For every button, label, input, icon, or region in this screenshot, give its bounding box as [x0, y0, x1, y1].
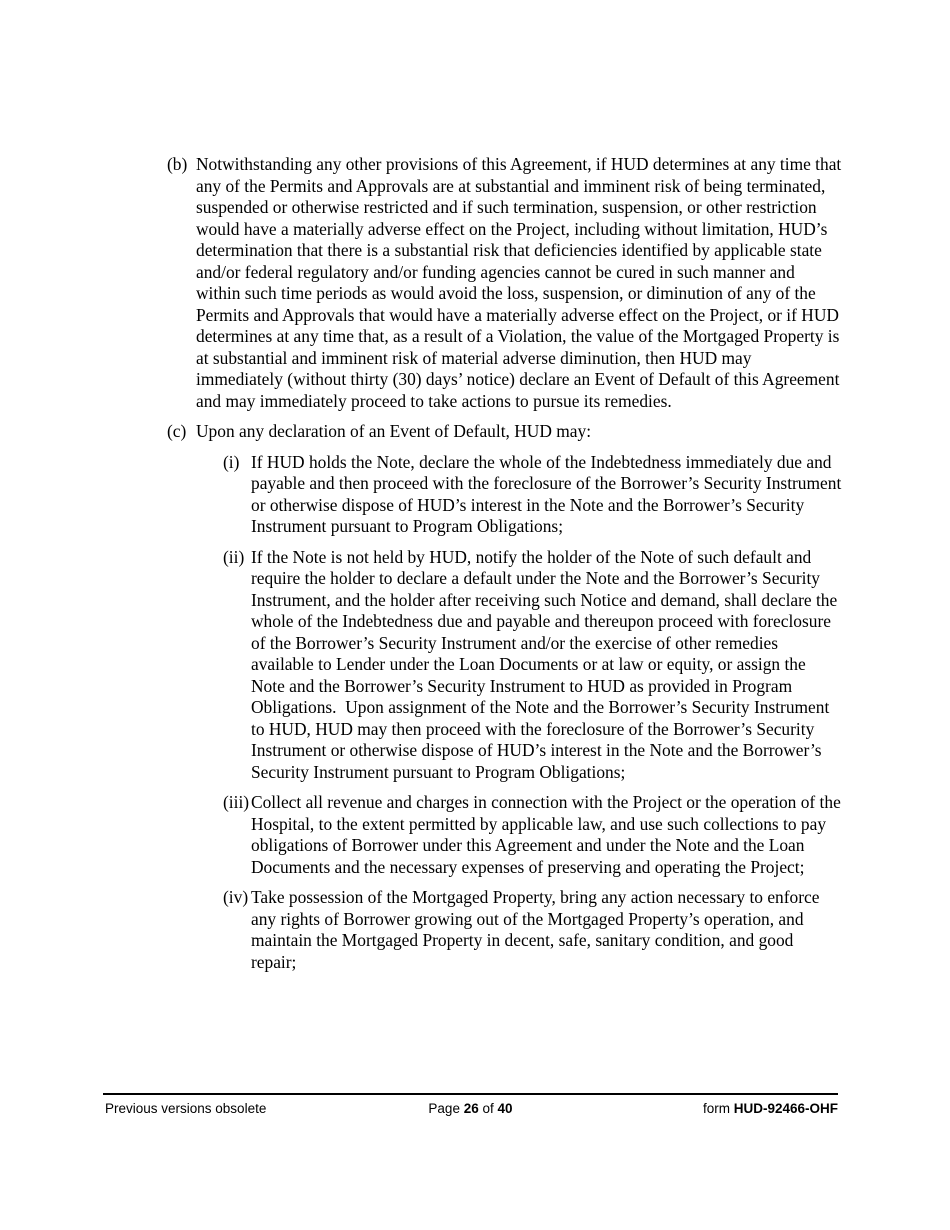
form-identifier [703, 1101, 838, 1116]
paragraph-marker: (b) [167, 154, 188, 174]
subitem-marker: (iv) [223, 887, 249, 907]
subitem-marker: (iii) [223, 792, 250, 812]
subitem-marker: (ii) [223, 546, 245, 567]
footer-obsolete-note: Previous versions obsolete [105, 1101, 267, 1116]
subitem-marker: (i) [223, 451, 240, 472]
page-prefix: Page [428, 1101, 460, 1116]
page-total: 40 [497, 1101, 513, 1116]
form-id: HUD-92466-OHF [733, 1101, 838, 1116]
paragraph-c [0, 421, 842, 443]
page-current: 26 [463, 1101, 479, 1116]
form-prefix: form [702, 1101, 730, 1116]
subitem-ii [0, 547, 842, 784]
subitem-i [0, 452, 842, 538]
subitem-iv [0, 887, 842, 973]
page-of: of [482, 1101, 494, 1116]
subitem-text: If the Note is not held by HUD, notify the holder of the Note of such default and require the holder to declare a default under the Note and the Borrower’s Security Instrument, and the holder after receiving such Notice and demand, shall declare the whole of the Indebtedness due and payable and thereupon proceed with foreclosure of the Borrower’s Security Instrument and/or the exercise of other remedies available to Lender under the Loan Documents or at law or equity, or assign the Note and the Borrower’s Security Instrument to HUD as provided in Program Obligations. Upon assignment of the Note and the Borrower’s Security Instrument to HUD, HUD may then proceed with the foreclosure of the Borrower’s Security Instrument or otherwise dispose of HUD’s interest in the Note and the Borrower’s Security Instrument pursuant to Program Obligations; [251, 546, 842, 782]
paragraph-marker: (c) [167, 421, 187, 441]
document-body [0, 154, 950, 982]
paragraph-text: Notwithstanding any other provisions of this Agreement, if HUD determines at any time that any of the Permits and Approvals are at substantial and imminent risk of being terminated, suspended or otherwise restricted and if such termination, suspension, or other restriction would have a materially adverse effect on the Project, including without limitation, HUD’s determination that there is a substantial risk that deficiencies identified by applicable state and/or federal regulatory and/or funding agencies cannot be cured in such manner and within such time periods as would avoid the loss, suspension, or diminution of any of the Permits and Approvals that would have a materially adverse effect on the Project, or if HUD determines at any time that, as a result of a Violation, the value of the Mortgaged Property is at substantial and imminent risk of material adverse diminution, then HUD may immediately (without thirty (30) days’ notice) declare an Event of Default of this Agreement and may immediately proceed to take actions to pursue its remedies. [196, 154, 842, 411]
paragraph-b [0, 154, 842, 412]
page-footer [103, 1093, 838, 1119]
subitem-text: Collect all revenue and charges in connection with the Project or the operation of the Hospital, to the extent permitted by applicable law, and use such collections to pay obligations of Borrower under this Agreement and under the Note and the Loan Documents and the necessary expenses of preserving and operating the Project; [251, 792, 841, 877]
subitem-iii [0, 792, 842, 878]
subitem-text: If HUD holds the Note, declare the whole of the Indebtedness immediately due and payable and then proceed with the foreclosure of the Borrower’s Security Instrument or otherwise dispose of HUD’s interest in the Note and the Borrower’s Security Instrument pursuant to Program Obligations; [251, 451, 842, 536]
subitem-text: Take possession of the Mortgaged Property, bring any action necessary to enforce any rights of Borrower growing out of the Mortgaged Property’s operation, and maintain the Mortgaged Property in decent, safe, sanitary condition, and good repair; [251, 887, 820, 972]
paragraph-text: Upon any declaration of an Event of Default, HUD may: [196, 421, 592, 441]
